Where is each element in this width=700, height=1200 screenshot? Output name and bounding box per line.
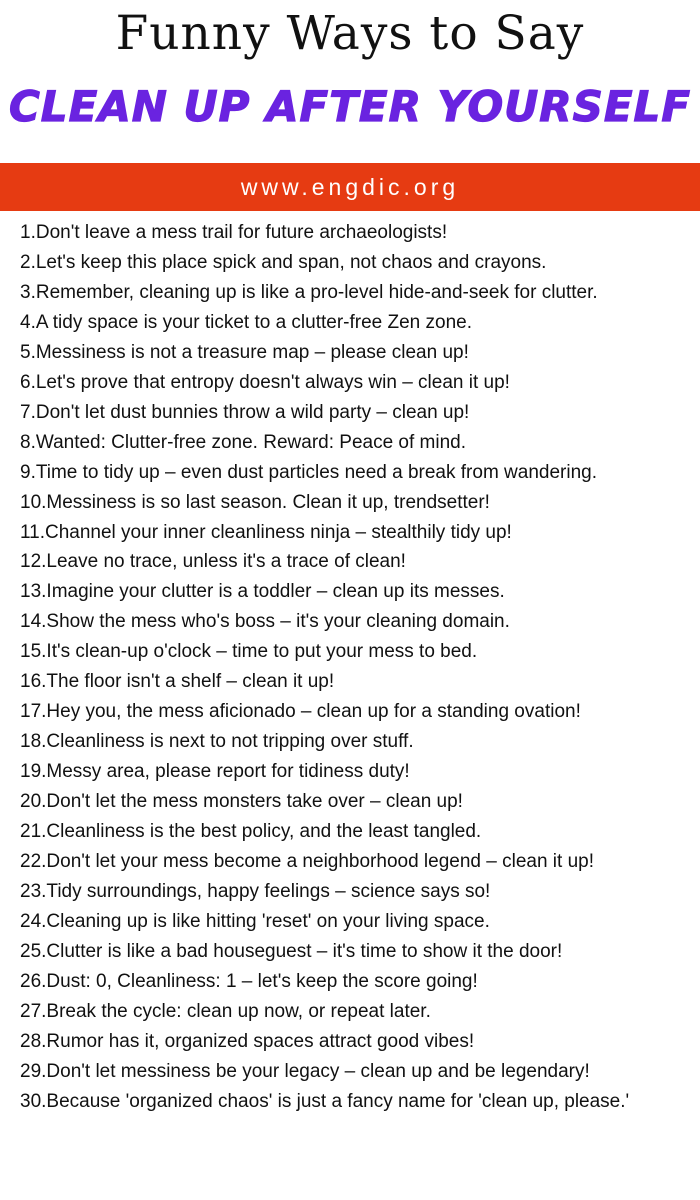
list-item: 28.Rumor has it, organized spaces attract good vibes! [20,1030,475,1052]
website-url: www.engdic.org [240,173,460,200]
list-item: 13.Imagine your clutter is a toddler – clean up its messes. [20,581,505,603]
list-item: 22.Don't let your mess become a neighborhood legend – clean it up! [20,851,594,873]
list-item: 17.Hey you, the mess aficionado – clean up for a standing ovation! [20,701,581,723]
list-item: 25.Clutter is like a bad houseguest – it's time to show it the door! [20,940,563,962]
phrase-list [20,218,696,1117]
list-item: 6.Let's prove that entropy doesn't always win – clean it up! [20,371,510,393]
list-item: 3.Remember, cleaning up is like a pro-level hide-and-seek for clutter. [20,281,598,303]
list-item: 29.Don't let messiness be your legacy – clean up and be legendary! [20,1060,590,1082]
list-item: 30.Because 'organized chaos' is just a fancy name for 'clean up, please.' [20,1090,630,1112]
list-item: 16.The floor isn't a shelf – clean it up! [20,671,335,693]
list-item: 1.Don't leave a mess trail for future archaeologists! [20,222,448,243]
list-item: 7.Don't let dust bunnies throw a wild party – clean up! [20,401,470,423]
list-item: 26.Dust: 0, Cleanliness: 1 – let's keep the score going! [20,970,478,992]
page-title: Funny Ways to Say [115,6,585,61]
list-item: 27.Break the cycle: clean up now, or repeat later. [20,1000,431,1022]
list-item: 15.It's clean-up o'clock – time to put your mess to bed. [20,641,478,663]
list-item: 8.Wanted: Clutter-free zone. Reward: Peace of mind. [20,431,467,453]
list-item: 20.Don't let the mess monsters take over – clean up! [20,791,463,813]
list-item: 5.Messiness is not a treasure map – please clean up! [20,341,469,363]
list-item: 23.Tidy surroundings, happy feelings – science says so! [20,880,491,902]
list-item: 12.Leave no trace, unless it's a trace of clean! [20,551,406,573]
list-item: 2.Let's keep this place spick and span, not chaos and crayons. [20,251,547,273]
website-banner [0,163,700,211]
list-item: 10.Messiness is so last season. Clean it up, trendsetter! [20,491,490,513]
list-item: 21.Cleanliness is the best policy, and the least tangled. [20,821,482,843]
list-item: 9.Time to tidy up – even dust particles need a break from wandering. [20,461,597,483]
list-item: 14.Show the mess who's boss – it's your cleaning domain. [20,611,510,633]
list-item: 11.Channel your inner cleanliness ninja – stealthily tidy up! [20,521,512,543]
page-subtitle: CLEAN UP AFTER YOURSELF [8,82,692,131]
list-item: 18.Cleanliness is next to not tripping over stuff. [20,731,414,753]
list-item: 24.Cleaning up is like hitting 'reset' on your living space. [20,910,490,932]
list-item: 19.Messy area, please report for tidiness duty! [20,761,410,783]
list-item: 4.A tidy space is your ticket to a clutter-free Zen zone. [20,311,472,333]
